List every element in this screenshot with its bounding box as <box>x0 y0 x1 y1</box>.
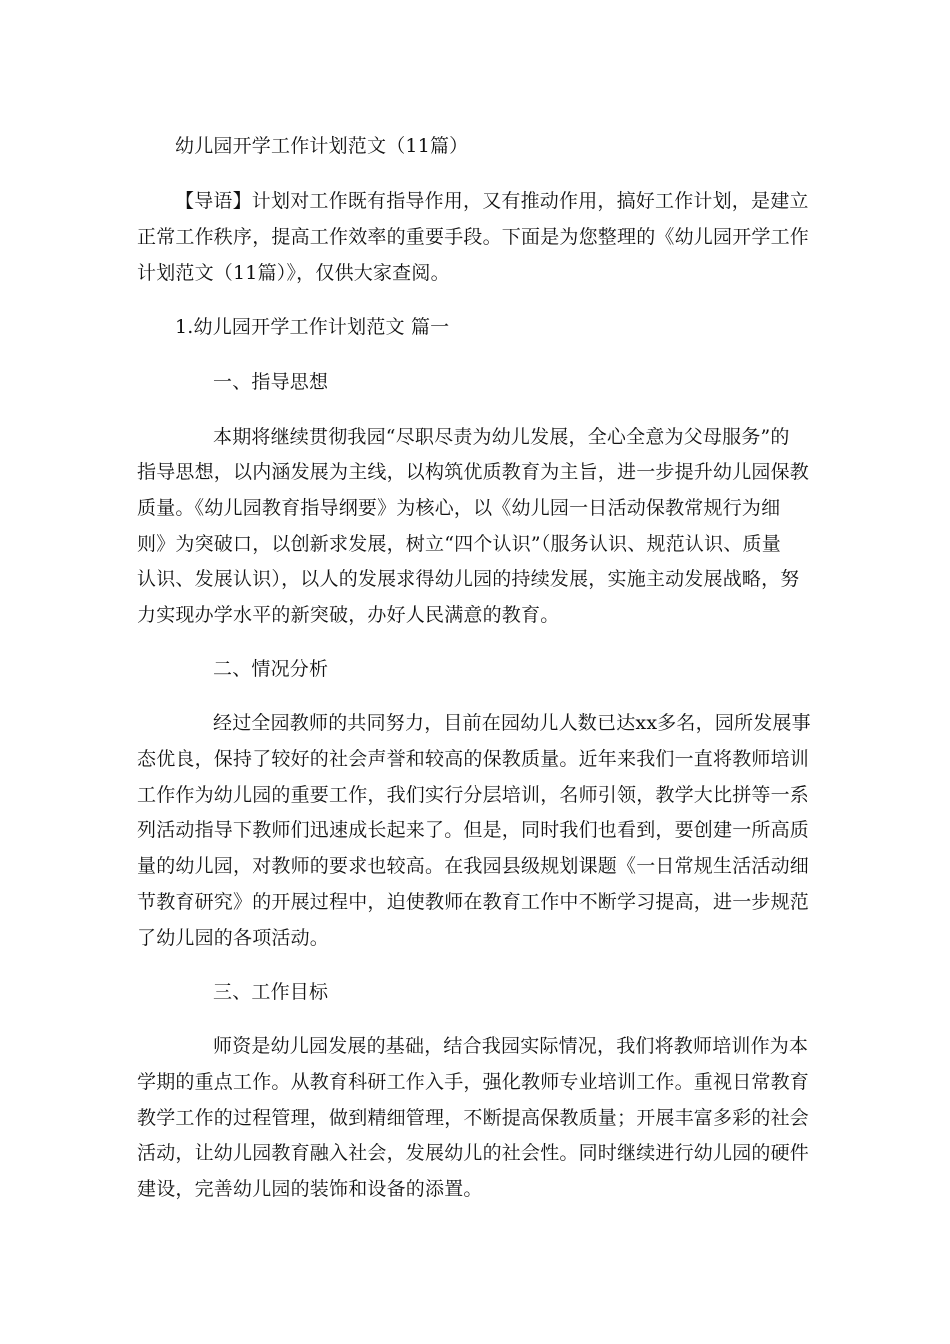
document-title: 幼儿园开学工作计划范文（11篇） <box>175 135 469 157</box>
paragraph-line: 列活动指导下教师们迅速成长起来了。但是，同时我们也看到，要创建一所高质 <box>137 819 810 841</box>
paragraph-line: 指导思想，以内涵发展为主线，以构筑优质教育为主旨，进一步提升幼儿园保教 <box>137 461 810 483</box>
paragraph-line: 学期的重点工作。从教育科研工作入手，强化教师专业培训工作。重视日常教育 <box>137 1071 810 1093</box>
intro-line: 【导语】计划对工作既有指导作用，又有推动作用，搞好工作计划，是建立 <box>175 190 809 212</box>
paragraph-line: 态优良，保持了较好的社会声誉和较高的保教质量。近年来我们一直将教师培训 <box>137 748 810 770</box>
paragraph-line: 教学工作的过程管理，做到精细管理，不断提高保教质量；开展丰富多彩的社会 <box>137 1107 810 1129</box>
intro-line: 计划范文（11篇）》，仅供大家查阅。 <box>137 262 450 284</box>
heading-work-goals: 三、工作目标 <box>213 981 329 1003</box>
paragraph-line: 经过全园教师的共同努力，目前在园幼儿人数已达xx多名，园所发展事 <box>213 712 811 734</box>
paragraph-line: 认识、发展认识），以人的发展求得幼儿园的持续发展，实施主动发展战略，努 <box>137 568 800 590</box>
paragraph-line: 师资是幼儿园发展的基础，结合我园实际情况，我们将教师培训作为本 <box>213 1035 809 1057</box>
intro-line: 正常工作秩序，提高工作效率的重要手段。下面是为您整理的《幼儿园开学工作 <box>137 226 810 248</box>
heading-situation-analysis: 二、情况分析 <box>213 658 329 680</box>
paragraph-line: 节教育研究》的开展过程中，迫使教师在教育工作中不断学习提高，进一步规范 <box>137 891 810 913</box>
paragraph-line: 量的幼儿园，对教师的要求也较高。在我园县级规划课题《一日常规生活活动细 <box>137 855 810 877</box>
paragraph-line: 工作作为幼儿园的重要工作，我们实行分层培训，名师引领，教学大比拼等一系 <box>137 784 810 806</box>
paragraph-line: 质量。《幼儿园教育指导纲要》为核心，以《幼儿园一日活动保教常规行为细 <box>137 497 781 519</box>
paragraph-line: 力实现办学水平的新突破，办好人民满意的教育。 <box>137 604 560 626</box>
paragraph-line: 活动，让幼儿园教育融入社会，发展幼儿的社会性。同时继续进行幼儿园的硬件 <box>137 1142 810 1164</box>
paragraph-line: 本期将继续贯彻我园“尽职尽责为幼儿发展，全心全意为父母服务”的 <box>213 426 790 448</box>
paragraph-line: 了幼儿园的各项活动。 <box>137 927 330 949</box>
heading-guiding-ideology: 一、指导思想 <box>213 371 329 393</box>
section-title: 1.幼儿园开学工作计划范文 篇一 <box>175 316 450 338</box>
paragraph-line: 则》为突破口，以创新求发展，树立“四个认识”（服务认识、规范认识、质量 <box>137 533 781 555</box>
paragraph-line: 建设，完善幼儿园的装饰和设备的添置。 <box>137 1178 483 1200</box>
